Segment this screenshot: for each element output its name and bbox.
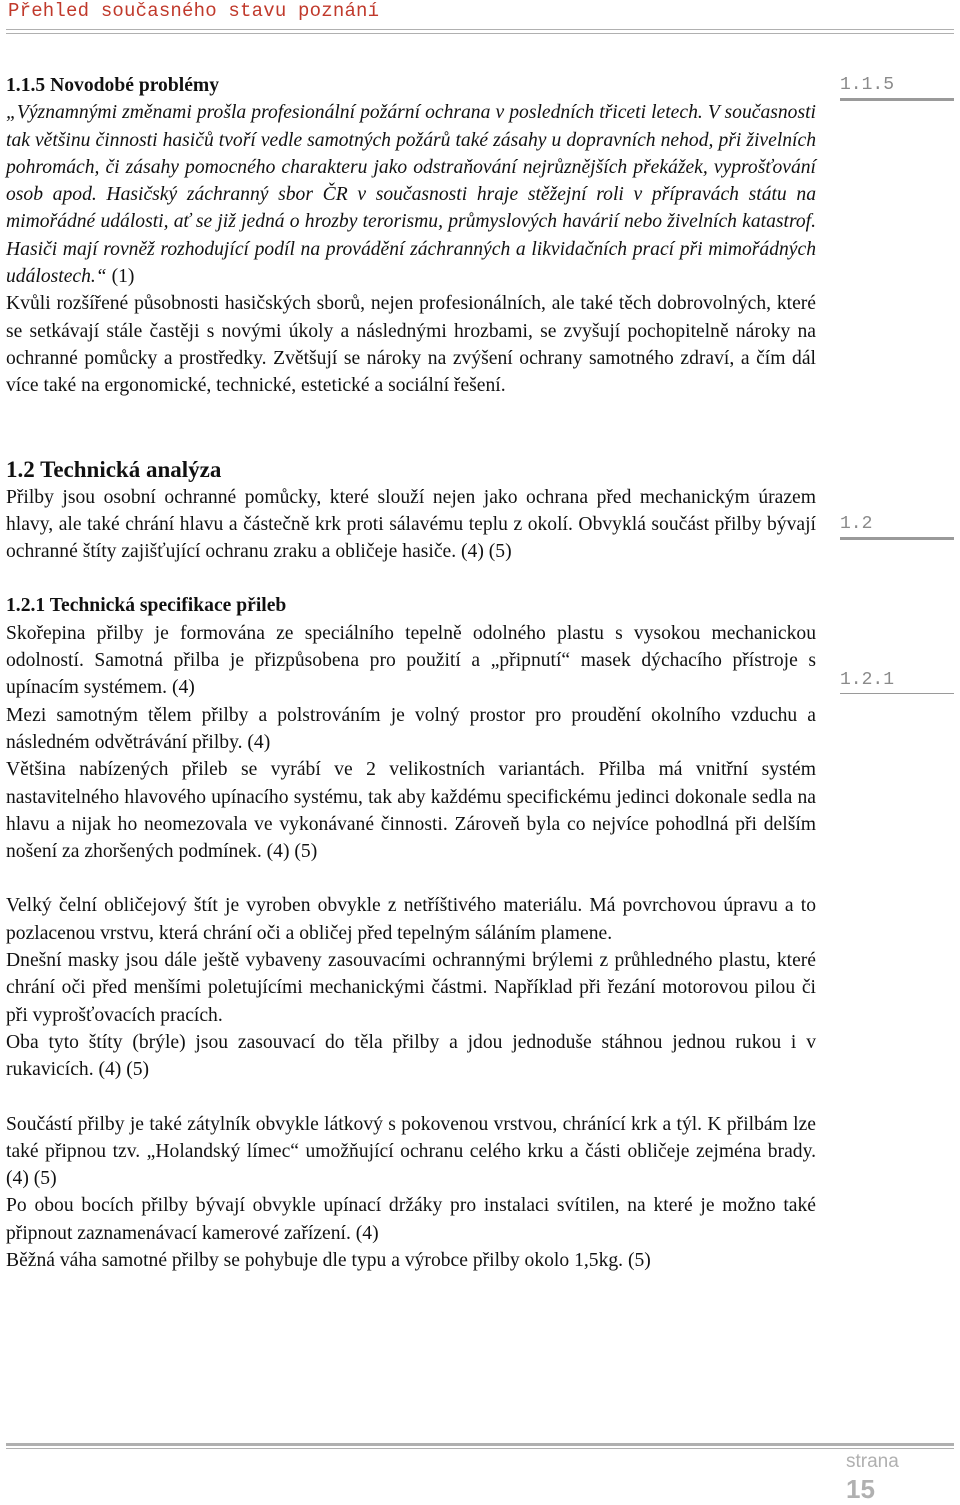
paragraph-sizes: Většina nabízených přileb se vyrábí ve 2 velikostních variantách. Přilba má vnitřní systém nastavitelného hlavového upínacího systému, tak aby každému specifickému jedinci dokonale sedla na hlavu a nijak ho neomezovala ve vykonávané činnosti. Zároveň byla co nejvíce pohodlná při delším nošení za zhoršených podmínek. (4) (5) [6, 759, 816, 863]
section-heading-1-2: 1.2 Technická analýza [6, 456, 222, 482]
spacer [6, 865, 816, 892]
spacer [6, 565, 816, 592]
spacer [6, 400, 816, 455]
page-label: strana [846, 1451, 899, 1472]
quote-paragraph [6, 99, 816, 290]
footer-rule [6, 1443, 954, 1446]
margin-label-1-2-1: 1.2.1 [840, 670, 895, 690]
paragraph-helmet-overview: Přilby jsou osobní ochranné pomůcky, které slouží nejen jako ochrana před mechanickým úrazem hlavy, ale také chrání hlavu a částečně krk proti sálavému teplu z okolí. Obvyklá součást přilby bývají ochranné štíty zajišťující ochranu zraku a obličeje hasiče. (4) (5) [6, 486, 816, 563]
paragraph-shell: Skořepina přilby je formována ze speciálního tepelně odolného plastu s vysokou mechanickou odolností. Samotná přilba je přizpůsobena pro použití a „připnutí“ masek dýchacího přístroje s upínacím systémem. (4) [6, 622, 816, 699]
quote-text: „Významnými změnami prošla profesionální požární ochrana v posledních třiceti letech. V současnosti tak většinu činnosti hasičů tvoří vedle samotných požárů také zásahy u dopravních nehod, při živelních pohromách, či zásahy pomocného charakteru jako odstraňování nejrůznějších překážek, vyprošťování osob apod. Hasičský záchranný sbor ČR v současnosti hraje stěžejní roli v přípravách státu na mimořádné události, ať se již jedná o hrozby terorismu, průmyslových havárií nebo živelních katastrof. Hasiči mají rovněž rozhodující podíl na provádění záchranných a likvidačních prací při mimořádných událostech.“ [6, 102, 816, 288]
paragraph-lamp-holders: Po obou bocích přilby bývají obvykle upínací držáky pro instalaci svítilen, na které je možno také připnout zaznamenávací kamerové zařízení. (4) [6, 1195, 816, 1244]
paragraph-weight: Běžná váha samotné přilby se pohybuje dle typu a výrobce přilby okolo 1,5kg. (5) [6, 1249, 651, 1271]
section-heading-1-1-5: 1.1.5 Novodobé problémy [6, 75, 220, 96]
section-heading-1-2-1: 1.2.1 Technická specifikace přileb [6, 595, 287, 617]
header-rule-bottom [6, 33, 954, 34]
footer-rule-thin [6, 1448, 954, 1449]
paragraph-retractable-shields: Oba tyto štíty (brýle) jsou zasouvací do těla přilby a jdou jednoduše stáhnou jednou rukou i v rukavicích. (4) (5) [6, 1031, 816, 1081]
spacer [6, 1084, 816, 1111]
paragraph-protective-needs: Kvůli rozšířené působnosti hasičských sborů, nejen profesionálních, ale také těch dobrovolných, které se setkávají stále častěji s novými úkoly a následnými hrozbami, se zvyšují pochopitelně nároky na ochranné pomůcky a prostředky. Zvětšují se nároky na zvýšení ochrany samotného zdraví, a čím dál více také na ergonomické, technické, estetické a sociální řešení. [6, 293, 816, 397]
paragraph-face-shield: Velký čelní obličejový štít je vyroben obvykle z netříštivého materiálu. Má povrchovou úpravu a to pozlacenou vrstvu, která chrání oči a obličej před tepelným sáláním plamene. [6, 895, 816, 944]
margin-label-1-1-5: 1.1.5 [840, 75, 895, 95]
margin-label-1-2: 1.2 [840, 514, 873, 534]
margin-rule-1-1-5 [840, 98, 954, 101]
paragraph-ventilation: Mezi samotným tělem přilby a polstrováním je volný prostor pro proudění okolního vzduchu a následném odvětrávání přilby. (4) [6, 704, 816, 753]
quote-reference: (1) [106, 266, 135, 288]
margin-rule-1-2-1 [840, 693, 954, 694]
page-number: 15 [846, 1474, 875, 1504]
document-body [6, 72, 816, 1274]
paragraph-goggles: Dnešní masky jsou dále ještě vybaveny zasouvacími ochrannými brýlemi z průhledného plastu, které chrání oči před menšími poletujícími mechanickými částmi. Například při řezání motorovou pilou či při vyprošťovacích pracích. [6, 950, 816, 1026]
header-rule-top [6, 29, 954, 30]
margin-rule-1-2 [840, 537, 954, 540]
page-header-title: Přehled současného stavu poznání [8, 0, 380, 22]
paragraph-neck-guard: Součástí přilby je také zátylník obvykle látkový s pokovenou vrstvou, chránící krk a týl. K přilbám lze také připnou tzv. „Holandský límec“ umožňující ochranu celého krku a části obličeje zejména brady. (4) (5) [6, 1113, 816, 1190]
